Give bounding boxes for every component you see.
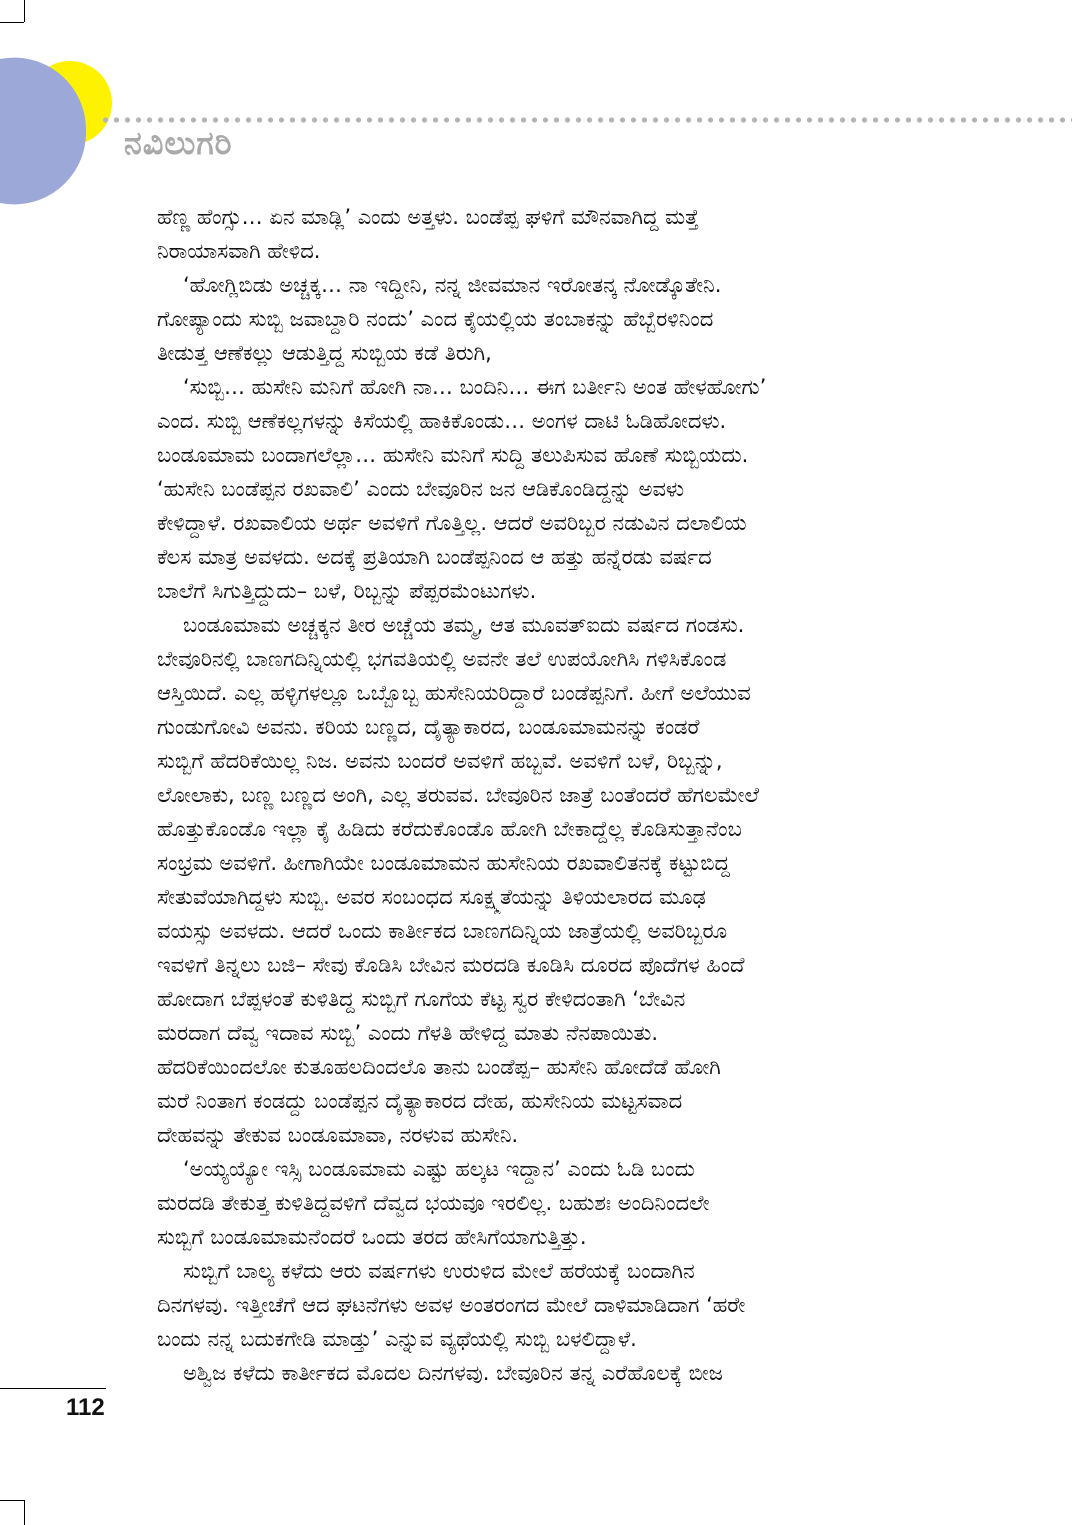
text-line: ಬಂಡೂಮಾಮ ಬಂದಾಗಲೆಲ್ಲಾ… ಹುಸೇನಿ ಮನಿಗೆ ಸುದ್ದಿ ತಲುಪಿಸುವ ಹೊಣೆ ಸುಬ್ಬಿಯದು. bbox=[157, 443, 749, 467]
text-line: ಗೋಪ್ಯಾಂದು ಸುಬ್ಬಿ ಜವಾಬ್ದಾರಿ ನಂದು’ ಎಂದ ಕೈಯಲ್ಲಿಯ ತಂಬಾಕನ್ನು ಹೆಬ್ಬೆರಳಿನಿಂದ bbox=[157, 307, 714, 331]
folio-rule bbox=[0, 1388, 106, 1389]
text-line: ‘ಹೋಗ್ಲಿಬಿಡು ಅಚ್ಚಕ್ಕ… ನಾ ಇದ್ದೀನಿ, ನನ್ನ ಜೀವಮಾನ ಇರೋತನ್ಕ ನೋಡ್ಕೊತೇನಿ. bbox=[183, 273, 722, 297]
text-line: ಬಾಲೆಗೆ ಸಿಗುತ್ತಿದ್ದುದು– ಬಳೆ, ರಿಬ್ಬನ್ನು ಪೆಪ್ಪರಮೆಂಟುಗಳು. bbox=[157, 579, 537, 603]
text-line: ಸಂಭ್ರಮ ಅವಳಿಗೆ. ಹೀಗಾಗಿಯೇ ಬಂಡೂಮಾಮನ ಹುಸೇನಿಯ ರಖವಾಲಿತನಕ್ಕೆ ಕಟ್ಟುಬಿದ್ದ bbox=[157, 851, 730, 875]
text-line: ಬಂಡೂಮಾಮ ಅಚ್ಚಕ್ಕನ ತೀರ ಅಚ್ಚೆಯ ತಮ್ಮ, ಆತ ಮೂವತ್‌ಐದು ವರ್ಷದ ಗಂಡಸು. bbox=[183, 613, 745, 637]
text-line: ದೇಹವನ್ನು ತೇಕುವ ಬಂಡೂಮಾವಾ, ನರಳುವ ಹುಸೇನಿ. bbox=[157, 1123, 519, 1147]
text-line: ಹೊತ್ತುಕೊಂಡೊ ಇಲ್ಲಾ ಕೈ ಹಿಡಿದು ಕರೆದುಕೊಂಡೊ ಹೋಗಿ ಬೇಕಾದ್ದೆಲ್ಲ ಕೊಡಿಸುತ್ತಾನೆಂಬ bbox=[157, 817, 742, 841]
text-line: ಹೆಣ್ಣ ಹೆಂಗ್ಸು… ಏನ ಮಾಡ್ಲಿ’ ಎಂದು ಅತ್ತಳು. ಬಂಡೆಪ್ಪ ಘಳಿಗೆ ಮೌನವಾಗಿದ್ದ ಮತ್ತೆ bbox=[157, 205, 699, 229]
crop-mark-bottom-left-vertical bbox=[24, 1500, 25, 1525]
text-line: ಕೇಳಿದ್ದಾಳೆ. ರಖವಾಲಿಯ ಅರ್ಥ ಅವಳಿಗೆ ಗೊತ್ತಿಲ್ಲ. ಆದರೆ ಅವರಿಬ್ಬರ ನಡುವಿನ ದಲಾಲಿಯ bbox=[157, 511, 747, 535]
text-line: ಮರೆ ನಿಂತಾಗ ಕಂಡದ್ದು ಬಂಡೆಪ್ಪನ ದೈತ್ಯಾಕಾರದ ದೇಹ, ಹುಸೇನಿಯ ಮಟ್ಟಸವಾದ bbox=[157, 1089, 683, 1113]
dotted-header-rule bbox=[100, 116, 1072, 124]
text-line: ಆಸ್ತಿಯಿದೆ. ಎಲ್ಲ ಹಳ್ಳಿಗಳಲ್ಲೂ ಒಬ್ಬೊಬ್ಬ ಹುಸೇನಿಯರಿದ್ದಾರೆ ಬಂಡೆಪ್ಪನಿಗೆ. ಹೀಗೆ ಅಲೆಯುವ bbox=[157, 681, 751, 705]
text-line: ದಿನಗಳವು. ಇತ್ತೀಚೆಗೆ ಆದ ಘಟನೆಗಳು ಅವಳ ಅಂತರಂಗದ ಮೇಲೆ ದಾಳಿಮಾಡಿದಾಗ ‘ಹರೇ bbox=[157, 1293, 746, 1317]
text-line: ವಯಸ್ಸು ಅವಳದು. ಆದರೆ ಒಂದು ಕಾರ್ತೀಕದ ಬಾಣಗದಿನ್ನಿಯ ಜಾತ್ರೆಯಲ್ಲಿ ಅವರಿಬ್ಬರೂ bbox=[157, 919, 728, 943]
section-title: ನವಿಲುಗರಿ bbox=[124, 124, 233, 162]
text-line: ಹೋದಾಗ ಬೆಪ್ಪಳಂತೆ ಕುಳಿತಿದ್ದ ಸುಬ್ಬಿಗೆ ಗೂಗೆಯ ಕೆಟ್ಟ ಸ್ವರ ಕೇಳಿದಂತಾಗಿ ‘ಬೇವಿನ bbox=[157, 987, 686, 1011]
text-line: ‘ಹುಸೇನಿ ಬಂಡೆಪ್ಪನ ರಖವಾಲಿ’ ಎಂದು ಬೇವೂರಿನ ಜನ ಆಡಿಕೊಂಡಿದ್ದನ್ನು ಅವಳು bbox=[157, 477, 685, 501]
text-line: ಬೇವೂರಿನಲ್ಲಿ ಬಾಣಗದಿನ್ನಿಯಲ್ಲಿ ಭಗವತಿಯಲ್ಲಿ ಅವನೇ ತಲೆ ಉಪಯೋಗಿಸಿ ಗಳಿಸಿಕೊಂಡ bbox=[157, 647, 727, 671]
text-line: ಲೋಲಾಕು, ಬಣ್ಣ ಬಣ್ಣದ ಅಂಗಿ, ಎಲ್ಲ ತರುವವ. ಬೇವೂರಿನ ಜಾತ್ರೆ ಬಂತೆಂದರೆ ಹೆಗಲಮೇಲೆ bbox=[157, 783, 759, 807]
text-line: ಎಂದ. ಸುಬ್ಬಿ ಆಣೆಕಲ್ಲಗಳನ್ನು ಕಿಸೆಯಲ್ಲಿ ಹಾಕಿಕೊಂಡು… ಅಂಗಳ ದಾಟಿ ಓಡಿಹೋದಳು. bbox=[157, 409, 727, 433]
corner-decoration bbox=[0, 0, 130, 220]
text-line: ಮರದಡಿ ತೇಕುತ್ತ ಕುಳಿತಿದ್ದವಳಿಗೆ ದೆವ್ವದ ಭಯವೂ ಇರಲಿಲ್ಲ. ಬಹುಶಃ ಅಂದಿನಿಂದಲೇ bbox=[157, 1191, 710, 1215]
text-line: ತೀಡುತ್ತ ಆಣೆಕಲ್ಲು ಆಡುತ್ತಿದ್ದ ಸುಬ್ಬಿಯ ಕಡೆ ತಿರುಗಿ, bbox=[157, 341, 492, 365]
text-line: ಹೆದರಿಕೆಯಿಂದಲೋ ಕುತೂಹಲದಿಂದಲೊ ತಾನು ಬಂಡೆಪ್ಪ– ಹುಸೇನಿ ಹೋದೆಡೆ ಹೋಗಿ bbox=[157, 1055, 721, 1079]
text-line: ಕೆಲಸ ಮಾತ್ರ ಅವಳದು. ಅದಕ್ಕೆ ಪ್ರತಿಯಾಗಿ ಬಂಡೆಪ್ಪನಿಂದ ಆ ಹತ್ತು ಹನ್ನೆರಡು ವರ್ಷದ bbox=[157, 545, 712, 569]
text-line: ಗುಂಡುಗೋವಿ ಅವನು. ಕರಿಯ ಬಣ್ಣದ, ದೈತ್ಯಾಕಾರದ, ಬಂಡೂಮಾಮನನ್ನು ಕಂಡರೆ bbox=[157, 715, 700, 739]
text-line: ಸುಬ್ಬಿಗೆ ಬಂಡೂಮಾಮನೆಂದರೆ ಒಂದು ತರದ ಹೇಸಿಗೆಯಾಗುತ್ತಿತ್ತು. bbox=[157, 1225, 587, 1249]
crop-mark-bottom-left-horizontal bbox=[0, 1500, 24, 1501]
text-line: ಇವಳಿಗೆ ತಿನ್ನಲು ಬಜಿ– ಸೇವು ಕೊಡಿಸಿ ಬೇವಿನ ಮರದಡಿ ಕೂಡಿಸಿ ದೂರದ ಪೊದೆಗಳ ಹಿಂದೆ bbox=[157, 953, 745, 977]
page-number: 112 bbox=[66, 1394, 105, 1421]
text-line: ನಿರಾಯಾಸವಾಗಿ ಹೇಳಿದ. bbox=[157, 239, 321, 263]
text-line: ಸೇತುವೆಯಾಗಿದ್ದಳು ಸುಬ್ಬಿ. ಅವರ ಸಂಬಂಧದ ಸೂಕ್ಷ್ಮತೆಯನ್ನು ತಿಳಿಯಲಾರದ ಮೂಢ bbox=[157, 885, 706, 909]
text-line: ‘ಸುಬ್ಬಿ… ಹುಸೇನಿ ಮನಿಗೆ ಹೋಗಿ ನಾ… ಬಂದಿನಿ… ಈಗ ಬರ್ತೀನಿ ಅಂತ ಹೇಳಹೋಗು’ bbox=[183, 375, 767, 399]
text-line: ಅಶ್ವಿಜ ಕಳೆದು ಕಾರ್ತೀಕದ ಮೊದಲ ದಿನಗಳವು. ಬೇವೂರಿನ ತನ್ನ ಎರೆಹೊಲಕ್ಕೆ ಬೀಜ bbox=[183, 1361, 723, 1385]
text-line: ‘ಅಯ್ಯಯ್ಯೋ ಇಸ್ಸಿ ಬಂಡೂಮಾಮ ಎಷ್ಟು ಹಲ್ಕಟ ಇದ್ದಾನ’ ಎಂದು ಓಡಿ ಬಂದು bbox=[183, 1157, 695, 1181]
text-line: ಸುಬ್ಬಿಗೆ ಹೆದರಿಕೆಯಿಲ್ಲ ನಿಜ. ಅವನು ಬಂದರೆ ಅವಳಿಗೆ ಹಬ್ಬವೆ. ಅವಳಿಗೆ ಬಳೆ, ರಿಬ್ಬನ್ನು, bbox=[157, 749, 723, 773]
text-line: ಮರದಾಗ ದೆವ್ವ ಇದಾವ ಸುಬ್ಬಿ’ ಎಂದು ಗೆಳತಿ ಹೇಳಿದ್ದ ಮಾತು ನೆನಪಾಯಿತು. bbox=[157, 1021, 659, 1045]
text-line: ಬಂದು ನನ್ನ ಬದುಕಗೇಡಿ ಮಾಡ್ತು’ ಎನ್ನುವ ವ್ಯಥೆಯಲ್ಲಿ ಸುಬ್ಬಿ ಬಳಲಿದ್ದಾಳೆ. bbox=[157, 1327, 637, 1351]
body-text bbox=[157, 200, 907, 1390]
text-line: ಸುಬ್ಬಿಗೆ ಬಾಲ್ಯ ಕಳೆದು ಆರು ವರ್ಷಗಳು ಉರುಳಿದ ಮೇಲೆ ಹರೆಯಕ್ಕೆ ಬಂದಾಗಿನ bbox=[183, 1259, 695, 1283]
